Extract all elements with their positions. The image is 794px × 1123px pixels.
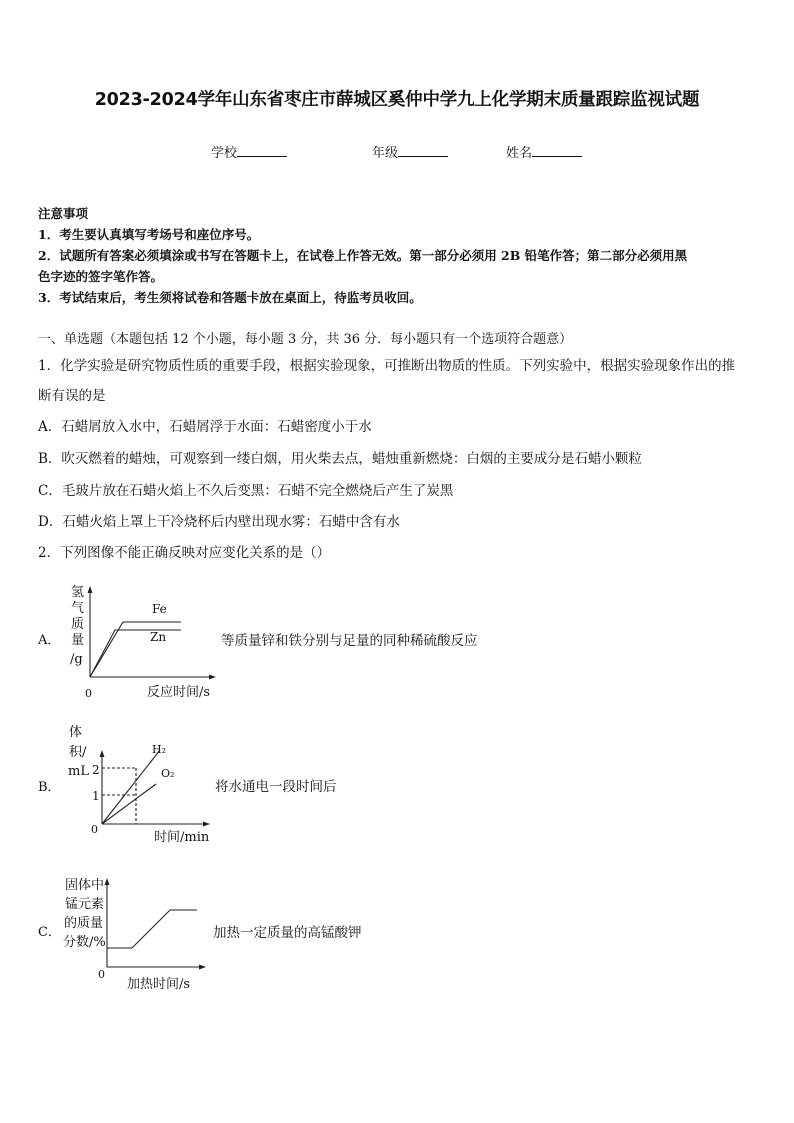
graph-a-ylabel-3: 质 [71,617,85,632]
name-field [506,142,582,161]
graph-b-tick-1: 1 [92,789,100,803]
page-title: 2023-2024学年山东省枣庄市薛城区奚仲中学九上化学期末质量跟踪监视试题 [94,90,700,110]
q1-option-a: A．石蜡屑放入水中，石蜡屑浮于水面：石蜡密度小于水 [38,419,372,435]
graph-b-ylabel-2: 积/ [69,745,87,760]
graph-b-y-arrow [100,750,105,757]
q1-option-d: D．石蜡火焰上罩上干冷烧杯后内壁出现水雾：石蜡中含有水 [38,514,400,530]
graph-c-y-arrow [105,878,110,885]
school-blank [237,144,287,157]
grade-field [372,142,448,161]
grade-blank [398,144,448,157]
graph-a-ylabel-5: /g [70,652,83,667]
graph-b-ylabel-1: 体 [69,725,83,740]
graph-c-ylabel-1: 固体中 [65,878,105,893]
graph-a-ylabel-2: 气 [71,601,85,616]
graph-c-x-arrow [199,965,206,970]
school-field [211,142,287,161]
section-heading: 一、单选题（本题包括 12 个小题，每小题 3 分，共 36 分．每小题只有一个选项符合题意） [38,332,573,347]
graph-c-xlabel: 加热时间/s [127,977,191,992]
q2-option-b-label: B． [38,780,61,795]
graph-b-origin: 0 [91,823,98,836]
q2-option-a-desc: 等质量锌和铁分别与足量的同种稀硫酸反应 [221,633,478,649]
graph-a-ylabel-1: 氢 [71,585,85,600]
graph-a-y-arrow [88,586,93,593]
q2-stem: 2．下列图像不能正确反映对应变化关系的是（） [38,545,331,561]
q1-stem-line2: 断有误的是 [38,388,106,404]
q2-option-b-desc: 将水通电一段时间后 [215,779,337,795]
graph-a-xlabel: 反应时间/s [147,685,211,700]
graph-c-origin: 0 [98,968,105,981]
graph-a-ylabel-4: 量 [71,633,85,648]
q1-option-b: B．吹灭燃着的蜡烛，可观察到一缕白烟，用火柴去点，蜡烛重新燃烧：白烟的主要成分是石蜡小颗粒 [38,451,642,467]
graph-b-series-h2: H₂ [152,743,167,756]
graph-a-series-zn: Zn [150,630,167,644]
name-blank [532,144,582,157]
q2-graph-c [60,870,220,995]
notes-block [38,203,760,308]
q2-option-c-label: C． [38,925,61,940]
school-label: 学校 [211,146,238,161]
graph-b-xlabel: 时间/min [154,830,210,845]
note-item: 2．试题所有答案必须填涂或书写在答题卡上，在试卷上作答无效。第一部分必须用 2B 铅笔作答；第二部分必须用黑 [38,248,688,263]
q2-graph-b [64,720,224,845]
q1-stem-line1: 1．化学实验是研究物质性质的重要手段，根据实验现象，可推断出物质的性质。下列实验中，根据实验现象作出的推 [38,358,736,374]
graph-c-ylabel-3: 的质量 [64,916,104,931]
q2-option-a-label: A． [38,633,61,648]
grade-label: 年级 [372,146,399,161]
graph-b-tick-2: 2 [92,763,100,777]
graph-a-x-arrow [209,675,216,680]
q2-option-c-desc: 加热一定质量的高锰酸钾 [213,925,362,941]
q1-option-c: C．毛玻片放在石蜡火焰上不久后变黑：石蜡不完全燃烧后产生了炭黑 [38,483,454,499]
graph-b-x-arrow [203,822,210,827]
graph-c-line [107,910,197,948]
note-item: 色字迹的签字笔作答。 [38,269,164,284]
graph-a-series-fe: Fe [152,602,167,616]
graph-a-origin: 0 [85,687,92,700]
graph-c-ylabel-2: 锰元素 [65,897,105,912]
q2-graph-a [64,580,224,705]
note-item: 1．考生要认真填写考场号和座位序号。 [38,227,260,242]
name-label: 姓名 [506,146,533,161]
graph-c-ylabel-4: 分数/% [63,935,106,950]
graph-b-ylabel-3: mL [68,764,89,779]
note-item: 3．考试结束后，考生须将试卷和答题卡放在桌面上，待监考员收回。 [38,290,422,305]
notes-heading: 注意事项 [38,206,89,221]
graph-b-series-o2: O₂ [161,767,175,780]
